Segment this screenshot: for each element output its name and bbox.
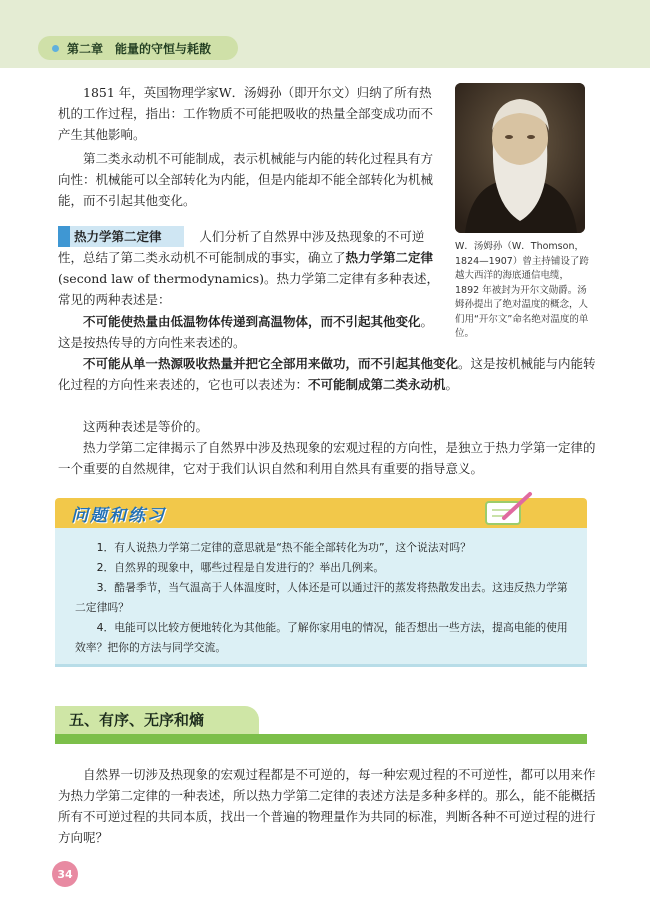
- paragraph-clausius: [58, 311, 443, 353]
- paragraph-entropy-intro: 自然界一切涉及热现象的宏观过程都是不可逆的，每一种宏观过程的不可逆性，都可以用来作为热力学第二定律的一种表述，所以热力学第二定律的表述方法是多种多样的。那么，能不能概括所有不可逆过程的共同本质，找出一个普遍的物理量作为共同的标准，判断各种不可逆过程的进行方向呢？: [58, 767, 596, 845]
- kelvin-note: 。这是按机械能与内能转化过程的方向性来表述的，它也可以表述为：: [58, 356, 596, 392]
- exercise-box: [55, 528, 587, 667]
- exercise-title: 问题和练习: [71, 506, 166, 526]
- paragraph-kelvin-statement: [58, 353, 598, 395]
- portrait-caption: W．汤姆孙（W．Thomson，1824—1907）曾主持铺设了跨越大西洋的海底通信电缆，1892 年被封为开尔文勋爵。汤姆孙提出了绝对温度的概念，人们用“开尔文”命名绝对温度的单位。: [455, 241, 589, 339]
- law-intro-text: 人们分析了自然界中涉及热现象的不可逆性，总结了第二类永动机不可能制成的事实，确立了: [58, 229, 425, 265]
- period: 。: [445, 377, 459, 392]
- paragraph-significance: 热力学第二定律揭示了自然界中涉及热现象的宏观过程的方向性，是独立于热力学第一定律的一个重要的自然规律，它对于我们认识自然和利用自然具有重要的指导意义。: [58, 440, 596, 476]
- paragraph-kelvin: 1851 年，英国物理学家W．汤姆孙（即开尔文）归纳了所有热机的工作过程，指出：工作物质不可能把吸收的热量全部变成功而不产生其他影响。: [58, 85, 434, 142]
- paragraph-second-law: [58, 226, 443, 310]
- law-term: 热力学第二定律: [345, 250, 434, 265]
- clausius-note: 。这是按热传导的方向性来表述的。: [58, 314, 434, 350]
- law-tag: 热力学第二定律: [58, 226, 184, 247]
- exercise-item: 1．有人说热力学第二定律的意思就是“热不能全部转化为功”，这个说法对吗？: [96, 541, 471, 554]
- clausius-statement: 不可能使热量由低温物体传递到高温物体，而不引起其他变化: [83, 314, 421, 329]
- chapter-title: 第二章 能量的守恒与耗散: [67, 41, 212, 56]
- exercise-item: 2．自然界的现象中，哪些过程是自发进行的？举出几例来。: [96, 561, 385, 574]
- exercise-item: 3．酷暑季节，当气温高于人体温度时，人体还是可以通过汗的蒸发将热散发出去。这违反热力学第二定律吗？: [75, 581, 568, 614]
- kelvin-statement: 不可能从单一热源吸收热量并把它全部用来做功，而不引起其他变化: [83, 356, 459, 371]
- section-heading: [55, 706, 587, 744]
- exercise-item: 4．电能可以比较方便地转化为其他能。了解你家用电的情况，能否想出一些方法，提高电能的使用效率？把你的方法与同学交流。: [75, 621, 568, 654]
- paragraph-equivalent: 这两种表述是等价的。: [83, 419, 209, 434]
- section-title: 五、有序、无序和熵: [55, 706, 259, 734]
- paragraph-perpetual-motion: 第二类永动机不可能制成，表示机械能与内能的转化过程具有方向性：机械能可以全部转化为内能，但是内能却不能全部转化为机械能，而不引起其他变化。: [58, 151, 434, 208]
- bullet-dot-icon: [52, 45, 59, 52]
- perpetual-motion-statement: 不可能制成第二类永动机: [308, 377, 446, 392]
- pencil-paper-icon: [478, 488, 538, 528]
- law-intro-text-2: (second law of thermodynamics)。热力学第二定律有多种表述，常见的两种表述是：: [58, 271, 440, 307]
- portrait-photo: [455, 83, 585, 233]
- page-number: 34: [52, 861, 78, 887]
- section-rule: [55, 734, 587, 744]
- chapter-label: [38, 36, 238, 60]
